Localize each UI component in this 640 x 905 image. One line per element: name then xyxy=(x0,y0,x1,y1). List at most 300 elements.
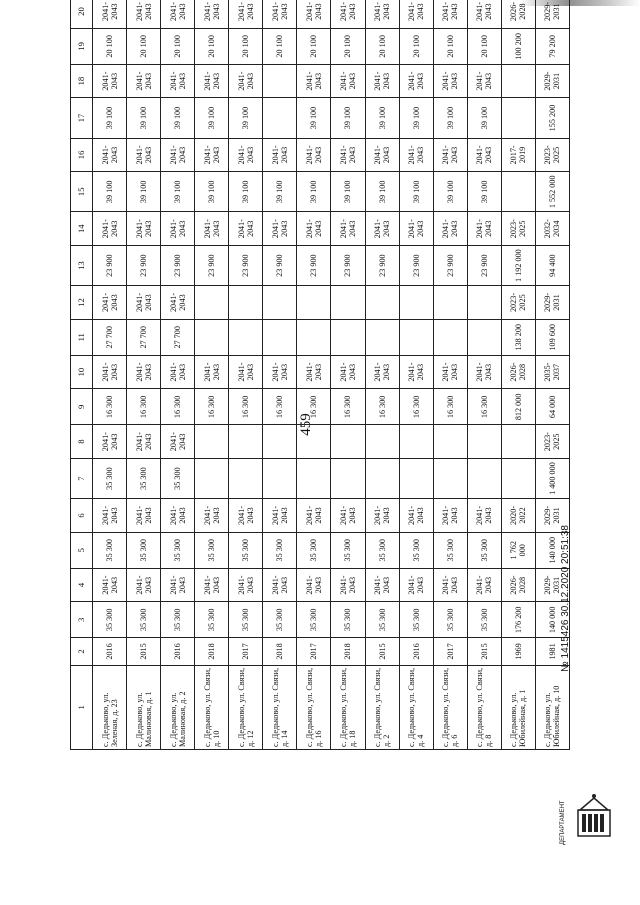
table-cell: 23 900 xyxy=(399,246,433,286)
table-cell: 2041-2043 xyxy=(195,0,229,28)
table-cell: 2018 xyxy=(331,638,365,665)
table-cell: 35 300 xyxy=(229,532,263,568)
table-cell xyxy=(263,64,297,98)
table-cell: 35 300 xyxy=(161,532,195,568)
table-cell: 2023-2025 xyxy=(501,212,535,246)
table-cell: 2041-2043 xyxy=(365,212,399,246)
table-cell: 79 200 xyxy=(535,28,569,64)
table-cell: 2020-2022 xyxy=(501,499,535,533)
table-cell: 35 300 xyxy=(195,602,229,638)
table-cell xyxy=(433,286,467,320)
table-row xyxy=(433,0,467,750)
table-cell: 35 300 xyxy=(467,532,501,568)
address-cell: с. Дедьково, ул. Связи, д. 2 xyxy=(365,665,399,749)
table-cell: 35 300 xyxy=(161,459,195,499)
table-cell: 2041-2043 xyxy=(365,568,399,602)
table-cell: 2041-2043 xyxy=(433,212,467,246)
table-cell: 20 100 xyxy=(195,28,229,64)
table-cell: 2041-2043 xyxy=(263,568,297,602)
table-cell: 20 100 xyxy=(127,28,161,64)
table-cell xyxy=(501,98,535,138)
table-cell xyxy=(263,286,297,320)
table-cell: 1 192 000 xyxy=(501,246,535,286)
table-cell: 16 300 xyxy=(229,389,263,425)
table-cell: 2015 xyxy=(365,638,399,665)
table-cell: 39 100 xyxy=(229,98,263,138)
column-header: 16 xyxy=(71,138,93,172)
table-cell: 2041-2043 xyxy=(161,138,195,172)
table-cell: 35 300 xyxy=(331,532,365,568)
table-cell: 1 762 000 xyxy=(501,532,535,568)
table-cell: 16 300 xyxy=(195,389,229,425)
address-cell: с. Дедьково, ул. Малиновая, д. 2 xyxy=(161,665,195,749)
table-cell: 16 300 xyxy=(297,389,331,425)
table-cell: 2032-2034 xyxy=(535,212,569,246)
table-cell: 35 300 xyxy=(331,602,365,638)
address-cell: с. Дедьково, ул. Связи, д. 6 xyxy=(433,665,467,749)
table-cell xyxy=(331,459,365,499)
address-cell: с. Дедьково, ул. Связи, д. 4 xyxy=(399,665,433,749)
table-cell: 2041-2043 xyxy=(433,64,467,98)
table-row xyxy=(229,0,263,750)
table-cell: 2041-2043 xyxy=(399,355,433,389)
table-cell: 100 200 xyxy=(501,28,535,64)
column-header: 13 xyxy=(71,246,93,286)
table-cell: 39 100 xyxy=(127,98,161,138)
table-cell: 2041-2043 xyxy=(467,568,501,602)
table-cell: 35 300 xyxy=(365,602,399,638)
table-cell xyxy=(229,286,263,320)
table-cell: 2029-2031 xyxy=(535,286,569,320)
table-cell: 35 300 xyxy=(467,602,501,638)
table-cell: 2041-2043 xyxy=(297,499,331,533)
table-cell: 2041-2043 xyxy=(331,0,365,28)
table-cell: 2041-2043 xyxy=(229,355,263,389)
table-cell xyxy=(195,286,229,320)
document-table-container xyxy=(70,0,570,750)
column-header: 12 xyxy=(71,286,93,320)
table-cell: 2041-2043 xyxy=(93,499,127,533)
table-cell: 39 100 xyxy=(331,98,365,138)
table-cell: 35 300 xyxy=(433,602,467,638)
table-cell: 2041-2043 xyxy=(263,0,297,28)
table-cell: 2041-2043 xyxy=(433,568,467,602)
table-cell: 2041-2043 xyxy=(229,138,263,172)
table-cell: 35 300 xyxy=(127,532,161,568)
table-cell: 1969 xyxy=(501,638,535,665)
column-header: 8 xyxy=(71,425,93,459)
table-cell xyxy=(229,319,263,355)
table-cell: 155 200 xyxy=(535,98,569,138)
table-cell: 1 552 000 xyxy=(535,172,569,212)
table-cell xyxy=(399,286,433,320)
table-cell: 2017 xyxy=(433,638,467,665)
table-cell xyxy=(365,286,399,320)
table-cell: 2041-2043 xyxy=(161,499,195,533)
table-cell: 2041-2043 xyxy=(93,0,127,28)
table-cell: 1 400 000 xyxy=(535,459,569,499)
table-cell xyxy=(501,425,535,459)
table-cell: 2041-2043 xyxy=(467,355,501,389)
table-cell: 2041-2043 xyxy=(127,286,161,320)
table-cell: 2026-2028 xyxy=(501,568,535,602)
table-cell: 39 100 xyxy=(331,172,365,212)
table-cell: 2016 xyxy=(93,638,127,665)
table-cell: 20 100 xyxy=(161,28,195,64)
table-cell xyxy=(433,459,467,499)
column-header: 15 xyxy=(71,172,93,212)
column-header: 1 xyxy=(71,665,93,749)
table-cell: 2041-2043 xyxy=(365,0,399,28)
table-cell xyxy=(365,459,399,499)
table-cell: 20 100 xyxy=(467,28,501,64)
page-number: 459 xyxy=(297,413,314,436)
table-cell: 2018 xyxy=(263,638,297,665)
table-cell: 2035-2037 xyxy=(535,355,569,389)
table-cell: 2041-2043 xyxy=(161,568,195,602)
address-cell: с. Дедьково, ул. Юбилейная, д. 1 xyxy=(501,665,535,749)
address-cell: с. Дедьково, ул. Связи, д. 12 xyxy=(229,665,263,749)
table-cell: 2018 xyxy=(195,638,229,665)
table-cell xyxy=(331,319,365,355)
table-cell: 35 300 xyxy=(399,532,433,568)
column-header: 14 xyxy=(71,212,93,246)
table-cell xyxy=(399,459,433,499)
address-cell: с. Дедьково, ул. Зеленая, д. 23 xyxy=(93,665,127,749)
table-row xyxy=(263,0,297,750)
table-cell: 27 700 xyxy=(127,319,161,355)
table-cell: 2041-2043 xyxy=(365,355,399,389)
table-cell: 39 100 xyxy=(365,98,399,138)
table-cell: 35 300 xyxy=(263,602,297,638)
table-cell: 16 300 xyxy=(127,389,161,425)
table-cell: 39 100 xyxy=(399,98,433,138)
table-cell: 39 100 xyxy=(433,98,467,138)
table-cell: 2023-2025 xyxy=(501,286,535,320)
column-header: 11 xyxy=(71,319,93,355)
table-cell: 2041-2043 xyxy=(229,499,263,533)
table-cell xyxy=(501,172,535,212)
table-row xyxy=(399,0,433,750)
table-cell: 2041-2043 xyxy=(195,212,229,246)
table-cell: 2041-2043 xyxy=(365,138,399,172)
table-cell: 35 300 xyxy=(229,602,263,638)
table-cell: 2041-2043 xyxy=(399,138,433,172)
table-cell xyxy=(501,64,535,98)
table-cell: 2041-2043 xyxy=(195,64,229,98)
table-cell: 2041-2043 xyxy=(467,212,501,246)
table-cell: 2041-2043 xyxy=(467,499,501,533)
table-cell: 64 000 xyxy=(535,389,569,425)
table-cell: 2041-2043 xyxy=(263,138,297,172)
table-cell xyxy=(229,459,263,499)
table-cell: 23 900 xyxy=(195,246,229,286)
table-cell: 23 900 xyxy=(263,246,297,286)
table-cell: 39 100 xyxy=(263,172,297,212)
table-cell: 2041-2043 xyxy=(161,286,195,320)
table-cell: 176 200 xyxy=(501,602,535,638)
table-cell: 2041-2043 xyxy=(93,212,127,246)
table-cell: 35 300 xyxy=(93,602,127,638)
table-cell: 23 900 xyxy=(365,246,399,286)
table-cell: 2041-2043 xyxy=(195,138,229,172)
table-cell xyxy=(365,319,399,355)
table-cell: 20 100 xyxy=(331,28,365,64)
table-cell xyxy=(297,425,331,459)
table-cell xyxy=(433,425,467,459)
table-cell: 23 900 xyxy=(229,246,263,286)
table-cell: 20 100 xyxy=(297,28,331,64)
table-cell: 2041-2043 xyxy=(161,355,195,389)
table-cell: 39 100 xyxy=(467,98,501,138)
table-cell: 23 900 xyxy=(93,246,127,286)
table-cell: 39 100 xyxy=(195,172,229,212)
data-table xyxy=(70,0,570,750)
table-cell: 16 300 xyxy=(161,389,195,425)
table-cell: 39 100 xyxy=(161,98,195,138)
table-cell: 16 300 xyxy=(93,389,127,425)
table-cell: 2041-2043 xyxy=(127,0,161,28)
table-cell: 2041-2043 xyxy=(229,212,263,246)
table-cell: 1981 xyxy=(535,638,569,665)
column-header: 19 xyxy=(71,28,93,64)
table-cell: 2041-2043 xyxy=(433,138,467,172)
table-cell xyxy=(263,98,297,138)
table-cell: 2041-2043 xyxy=(93,355,127,389)
table-row xyxy=(365,0,399,750)
table-row xyxy=(127,0,161,750)
column-header: 10 xyxy=(71,355,93,389)
table-cell: 35 300 xyxy=(365,532,399,568)
table-cell: 2041-2043 xyxy=(195,568,229,602)
table-cell: 2041-2043 xyxy=(93,425,127,459)
table-cell xyxy=(467,425,501,459)
table-cell: 35 300 xyxy=(433,532,467,568)
table-cell: 2041-2043 xyxy=(433,499,467,533)
table-cell: 2029-2031 xyxy=(535,0,569,28)
table-cell: 2041-2043 xyxy=(161,64,195,98)
table-cell xyxy=(263,425,297,459)
table-cell: 39 100 xyxy=(127,172,161,212)
address-cell: с. Дедьково, ул. Связи, д. 18 xyxy=(331,665,365,749)
table-cell: 20 100 xyxy=(93,28,127,64)
table-cell xyxy=(297,459,331,499)
table-cell xyxy=(195,459,229,499)
column-header: 9 xyxy=(71,389,93,425)
table-cell: 2017 xyxy=(229,638,263,665)
table-cell: 2041-2043 xyxy=(297,355,331,389)
table-cell: 35 300 xyxy=(127,602,161,638)
table-cell: 2041-2043 xyxy=(433,0,467,28)
table-cell: 2041-2043 xyxy=(297,568,331,602)
table-cell xyxy=(297,286,331,320)
table-cell xyxy=(501,459,535,499)
table-cell: 2041-2043 xyxy=(331,355,365,389)
table-cell: 2041-2043 xyxy=(399,0,433,28)
table-cell: 39 100 xyxy=(229,172,263,212)
table-cell xyxy=(467,459,501,499)
table-cell xyxy=(399,425,433,459)
table-cell: 27 700 xyxy=(161,319,195,355)
table-cell: 2041-2043 xyxy=(433,355,467,389)
table-cell: 2041-2043 xyxy=(399,568,433,602)
column-header: 4 xyxy=(71,568,93,602)
table-cell: 16 300 xyxy=(433,389,467,425)
table-cell: 2017 xyxy=(297,638,331,665)
table-cell: 2041-2043 xyxy=(399,212,433,246)
table-cell: 109 600 xyxy=(535,319,569,355)
table-cell: 39 100 xyxy=(297,98,331,138)
address-cell: с. Дедьково, ул. Малиновая, д. 1 xyxy=(127,665,161,749)
table-cell: 2041-2043 xyxy=(93,286,127,320)
table-cell: 39 100 xyxy=(365,172,399,212)
table-cell: 39 100 xyxy=(195,98,229,138)
table-cell: 2041-2043 xyxy=(297,212,331,246)
table-cell xyxy=(263,459,297,499)
table-row xyxy=(331,0,365,750)
table-row xyxy=(161,0,195,750)
table-cell: 2041-2043 xyxy=(297,0,331,28)
table-cell: 2041-2043 xyxy=(399,499,433,533)
table-cell: 2041-2043 xyxy=(127,355,161,389)
table-cell: 20 100 xyxy=(229,28,263,64)
table-cell: 2041-2043 xyxy=(93,64,127,98)
table-cell: 16 300 xyxy=(331,389,365,425)
table-cell: 2017-2019 xyxy=(501,138,535,172)
table-cell: 2041-2043 xyxy=(229,568,263,602)
address-cell: с. Дедьково, ул. Связи, д. 14 xyxy=(263,665,297,749)
table-cell: 2041-2043 xyxy=(331,212,365,246)
table-cell: 2041-2043 xyxy=(467,64,501,98)
emblem-icon xyxy=(576,792,612,840)
table-cell: 39 100 xyxy=(399,172,433,212)
table-cell: 2041-2043 xyxy=(127,425,161,459)
table-cell xyxy=(263,319,297,355)
emblem-label: ДЕПАРТАМЕНТ xyxy=(560,800,566,845)
table-row xyxy=(195,0,229,750)
table-cell: 2041-2043 xyxy=(297,64,331,98)
table-cell: 23 900 xyxy=(467,246,501,286)
address-cell: с. Дедьково, ул. Связи, д. 8 xyxy=(467,665,501,749)
table-cell: 35 300 xyxy=(297,532,331,568)
table-row xyxy=(467,0,501,750)
table-cell: 2041-2043 xyxy=(365,499,399,533)
table-cell: 23 900 xyxy=(297,246,331,286)
table-cell xyxy=(365,425,399,459)
column-header: 17 xyxy=(71,98,93,138)
address-cell: с. Дедьково, ул. Юбилейная, д. 10 xyxy=(535,665,569,749)
table-cell: 2026-2028 xyxy=(501,0,535,28)
table-cell: 2041-2043 xyxy=(331,64,365,98)
table-cell: 2041-2043 xyxy=(161,425,195,459)
table-cell: 35 300 xyxy=(263,532,297,568)
table-cell: 2041-2043 xyxy=(127,212,161,246)
table-cell: 2041-2043 xyxy=(297,138,331,172)
table-cell xyxy=(467,319,501,355)
table-cell: 2041-2043 xyxy=(127,138,161,172)
table-cell: 2026-2028 xyxy=(501,355,535,389)
table-cell xyxy=(433,319,467,355)
address-cell: с. Дедьково, ул. Связи, д. 16 xyxy=(297,665,331,749)
table-cell: 35 300 xyxy=(161,602,195,638)
table-cell: 94 400 xyxy=(535,246,569,286)
column-header: 5 xyxy=(71,532,93,568)
document-stamp: № 1415426 30.12.2020 20:51:38 xyxy=(560,525,571,672)
column-header: 6 xyxy=(71,499,93,533)
table-cell: 35 300 xyxy=(297,602,331,638)
table-cell: 2015 xyxy=(467,638,501,665)
table-header-row xyxy=(71,0,93,750)
table-cell: 2023-2025 xyxy=(535,425,569,459)
table-cell xyxy=(297,319,331,355)
table-cell: 39 100 xyxy=(93,172,127,212)
table-cell: 20 100 xyxy=(399,28,433,64)
table-cell: 2041-2043 xyxy=(127,568,161,602)
table-cell: 2041-2043 xyxy=(365,64,399,98)
table-cell: 2041-2043 xyxy=(467,138,501,172)
table-cell: 16 300 xyxy=(365,389,399,425)
table-cell: 35 300 xyxy=(195,532,229,568)
table-cell: 23 900 xyxy=(161,246,195,286)
table-cell: 39 100 xyxy=(93,98,127,138)
table-cell: 2041-2043 xyxy=(331,138,365,172)
table-cell: 20 100 xyxy=(365,28,399,64)
table-cell: 35 300 xyxy=(399,602,433,638)
table-cell: 2041-2043 xyxy=(263,212,297,246)
table-cell xyxy=(399,319,433,355)
table-cell: 35 300 xyxy=(93,532,127,568)
table-cell: 23 900 xyxy=(433,246,467,286)
table-cell: 2041-2043 xyxy=(399,64,433,98)
table-cell: 16 300 xyxy=(467,389,501,425)
table-cell: 2041-2043 xyxy=(93,138,127,172)
table-cell: 2041-2043 xyxy=(229,0,263,28)
table-cell: 39 100 xyxy=(467,172,501,212)
table-cell: 2041-2043 xyxy=(263,355,297,389)
table-cell: 2041-2043 xyxy=(331,499,365,533)
table-cell xyxy=(229,425,263,459)
table-cell: 2041-2043 xyxy=(331,568,365,602)
table-cell: 138 200 xyxy=(501,319,535,355)
table-row xyxy=(501,0,535,750)
table-cell: 812 000 xyxy=(501,389,535,425)
table-cell: 39 100 xyxy=(433,172,467,212)
table-cell xyxy=(195,319,229,355)
table-cell: 2041-2043 xyxy=(467,0,501,28)
table-cell: 27 700 xyxy=(93,319,127,355)
table-cell xyxy=(331,425,365,459)
table-row xyxy=(297,0,331,750)
table-cell: 35 300 xyxy=(93,459,127,499)
column-header: 7 xyxy=(71,459,93,499)
table-cell: 23 900 xyxy=(127,246,161,286)
table-cell: 39 100 xyxy=(161,172,195,212)
table-cell: 2041-2043 xyxy=(93,568,127,602)
table-cell: 2015 xyxy=(127,638,161,665)
column-header: 3 xyxy=(71,602,93,638)
table-cell: 20 100 xyxy=(263,28,297,64)
table-cell xyxy=(195,425,229,459)
table-cell: 2041-2043 xyxy=(195,355,229,389)
table-cell: 2041-2043 xyxy=(229,64,263,98)
column-header: 18 xyxy=(71,64,93,98)
table-body xyxy=(93,0,570,750)
table-cell: 2029-2031 xyxy=(535,64,569,98)
table-cell: 2041-2043 xyxy=(127,499,161,533)
table-cell: 2016 xyxy=(399,638,433,665)
table-cell: 2041-2043 xyxy=(127,64,161,98)
column-header: 2 xyxy=(71,638,93,665)
